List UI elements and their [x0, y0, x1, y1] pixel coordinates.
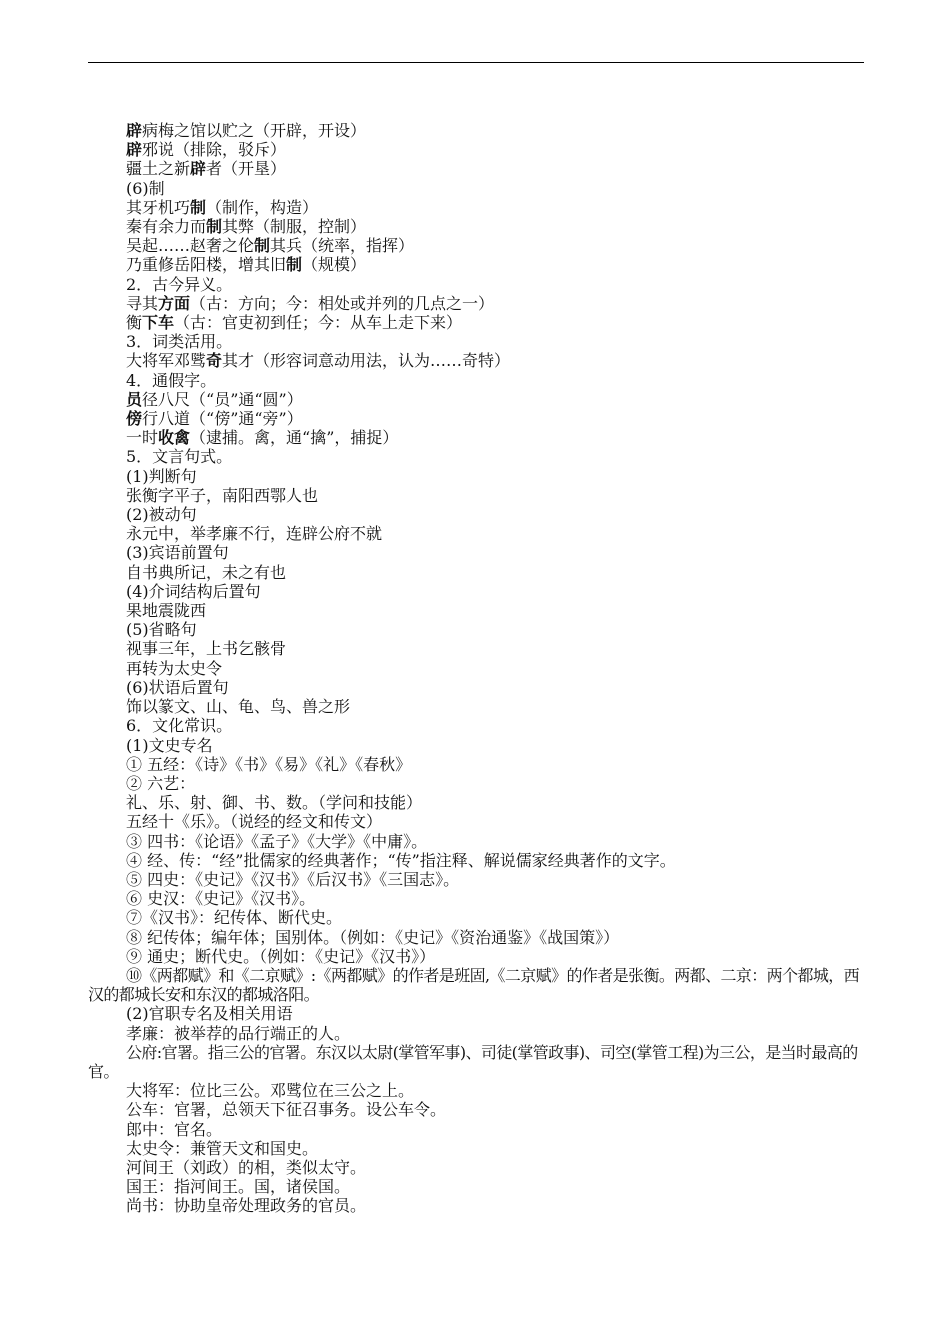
text-line	[88, 563, 868, 582]
line-text: 五经十《乐》。（说经的经文和传文）	[126, 812, 383, 832]
text-line	[88, 543, 868, 562]
line-text: 河间王（刘政）的相，类似太守。	[126, 1157, 367, 1177]
line-text: (2)被动句	[126, 505, 197, 525]
text-line	[88, 1158, 868, 1177]
key-term: 奇	[206, 351, 223, 371]
line-text: 其弊（制服，控制）	[222, 217, 367, 237]
line-text: 径八尺（“员”通“圆”）	[142, 389, 303, 409]
line-text: 3．词类活用。	[126, 332, 233, 352]
text-line	[88, 428, 868, 447]
line-text: 2．古今异义。	[126, 274, 233, 294]
line-text: ⑦《汉书》：纪传体、断代史。	[126, 908, 343, 928]
line-text: (6)制	[126, 178, 165, 198]
line-text: 再转为太史令	[126, 658, 223, 678]
text-line	[88, 966, 868, 1004]
line-text: 张衡字平子，南阳西鄂人也	[126, 485, 319, 505]
line-text: ⑩《两都赋》和《二京赋》:《两都赋》的作者是班固,《二京赋》的作者是张衡。两都、二京：两个都城，西汉的都城长安和东汉的都城洛阳。	[88, 965, 860, 1005]
line-text: (4)介词结构后置句	[126, 581, 261, 601]
text-line	[88, 812, 868, 831]
text-line	[88, 639, 868, 658]
text-line	[88, 140, 868, 159]
key-term: 傍	[126, 409, 143, 429]
line-text: 视事三年，上书乞骸骨	[126, 639, 287, 659]
text-line	[88, 198, 868, 217]
text-line	[88, 121, 868, 140]
line-text: ② 六艺：	[126, 773, 196, 793]
text-line	[88, 371, 868, 390]
line-text: 寻其	[126, 293, 159, 313]
text-line	[88, 255, 868, 274]
line-text: （逮捕。禽，通“擒”，捕捉）	[190, 428, 399, 448]
text-line	[88, 774, 868, 793]
line-text: （规模）	[302, 255, 367, 275]
line-text: 4．通假字。	[126, 370, 217, 390]
line-text: (1)判断句	[126, 466, 197, 486]
text-line	[88, 467, 868, 486]
text-line	[88, 524, 868, 543]
text-line	[88, 332, 868, 351]
line-text: 6．文化常识。	[126, 716, 233, 736]
text-line	[88, 179, 868, 198]
line-text: ⑧ 纪传体；编年体；国别体。（例如：《史记》《资治通鉴》《战国策》）	[126, 927, 620, 947]
text-line	[88, 1100, 868, 1119]
text-line	[88, 447, 868, 466]
line-text: 饰以篆文、山、龟、鸟、兽之形	[126, 697, 351, 717]
text-line	[88, 601, 868, 620]
line-text: 尚书：协助皇帝处理政务的官员。	[126, 1196, 367, 1216]
text-line	[88, 793, 868, 812]
key-term: 辟	[126, 140, 143, 160]
line-text: 5．文言句式。	[126, 447, 233, 467]
line-text: ① 五经：《诗》《书》《易》《礼》《春秋》	[126, 754, 412, 774]
line-text: 者（开垦）	[206, 159, 287, 179]
text-line	[88, 1024, 868, 1043]
key-term: 辟	[126, 121, 143, 140]
text-line	[88, 659, 868, 678]
line-text: 永元中，举孝廉不行，连辟公府不就	[126, 524, 383, 544]
text-line	[88, 928, 868, 947]
key-term: 方面	[158, 293, 191, 313]
key-term: 员	[126, 389, 143, 409]
text-line	[88, 1004, 868, 1023]
text-line	[88, 889, 868, 908]
text-line	[88, 1120, 868, 1139]
line-text: 病梅之馆以贮之（开辟，开设）	[142, 121, 367, 140]
line-text: 衡	[126, 313, 143, 333]
line-text: 秦有余力而	[126, 217, 207, 237]
line-text: 孝廉：被举荐的品行端正的人。	[126, 1023, 351, 1043]
text-line	[88, 947, 868, 966]
header-rule	[88, 62, 864, 63]
text-line	[88, 755, 868, 774]
text-line	[88, 620, 868, 639]
line-text: 果地震陇西	[126, 601, 207, 621]
text-line	[88, 908, 868, 927]
text-line	[88, 294, 868, 313]
line-text: 大将军：位比三公。邓骘位在三公之上。	[126, 1081, 415, 1101]
line-text: ③ 四书：《论语》《孟子》《大学》《中庸》。	[126, 831, 428, 851]
text-line	[88, 409, 868, 428]
line-text: （制作，构造）	[206, 197, 319, 217]
text-line	[88, 390, 868, 409]
line-text: 乃重修岳阳楼，增其旧	[126, 255, 287, 275]
line-text: 疆土之新	[126, 159, 191, 179]
line-text: 一时	[126, 428, 159, 448]
line-text: ⑥ 史汉：《史记》《汉书》。	[126, 889, 316, 909]
text-line	[88, 217, 868, 236]
text-line	[88, 697, 868, 716]
text-line	[88, 1139, 868, 1158]
line-text: 国王：指河间王。国，诸侯国。	[126, 1177, 351, 1197]
line-text: 郎中：官名。	[126, 1119, 223, 1139]
line-text: ④ 经、传：“经”批儒家的经典著作；“传”指注释、解说儒家经典著作的文字。	[126, 850, 676, 870]
text-line	[88, 716, 868, 735]
line-text: 公车：官署，总领天下征召事务。设公车令。	[126, 1100, 447, 1120]
document-body	[88, 121, 868, 1216]
line-text: 太史令：兼管天文和国史。	[126, 1138, 319, 1158]
text-line	[88, 351, 868, 370]
line-text: ⑨ 通史；断代史。（例如：《史记》《汉书》）	[126, 946, 436, 966]
text-line	[88, 236, 868, 255]
key-term: 收禽	[158, 428, 191, 448]
line-text: 行八道（“傍”通“旁”）	[142, 409, 303, 429]
text-line	[88, 678, 868, 697]
key-term: 制	[190, 197, 207, 217]
line-text: 其牙机巧	[126, 197, 191, 217]
key-term: 制	[286, 255, 303, 275]
line-text: （古：方向；今：相处或并列的几点之一）	[190, 293, 495, 313]
line-text: 其才（形容词意动用法，认为……奇特）	[222, 351, 511, 371]
text-line	[88, 275, 868, 294]
line-text: (5)省略句	[126, 620, 197, 640]
text-line	[88, 1081, 868, 1100]
line-text: (3)宾语前置句	[126, 543, 229, 563]
line-text: (2)官职专名及相关用语	[126, 1004, 293, 1024]
key-term: 辟	[190, 159, 207, 179]
key-term: 下车	[142, 313, 175, 333]
line-text: 自书典所记，未之有也	[126, 562, 287, 582]
text-line	[88, 159, 868, 178]
text-line	[88, 1196, 868, 1215]
text-line	[88, 582, 868, 601]
line-text: 公府:官署。指三公的官署。东汉以太尉(掌管军事)、司徒(掌管政事)、司空(掌管工程)为三公，是当时最高的官。	[88, 1042, 858, 1081]
line-text: 其兵（统率，指挥）	[270, 236, 415, 256]
line-text: ⑤ 四史：《史记》《汉书》《后汉书》《三国志》。	[126, 869, 460, 889]
text-line	[88, 870, 868, 889]
key-term: 制	[254, 236, 271, 256]
key-term: 制	[206, 217, 223, 237]
line-text: 大将军邓骘	[126, 351, 207, 371]
text-line	[88, 851, 868, 870]
line-text: 邪说（排除，驳斥）	[142, 140, 287, 160]
line-text: (6)状语后置句	[126, 677, 229, 697]
text-line	[88, 1177, 868, 1196]
line-text: (1)文史专名	[126, 735, 213, 755]
text-line	[88, 313, 868, 332]
line-text: 礼、乐、射、御、书、数。（学问和技能）	[126, 793, 423, 813]
line-text: （古：官吏初到任；今：从车上走下来）	[174, 313, 463, 333]
text-line	[88, 832, 868, 851]
text-line	[88, 505, 868, 524]
text-line	[88, 1043, 868, 1081]
text-line	[88, 736, 868, 755]
line-text: 吴起……赵奢之伦	[126, 236, 255, 256]
text-line	[88, 486, 868, 505]
